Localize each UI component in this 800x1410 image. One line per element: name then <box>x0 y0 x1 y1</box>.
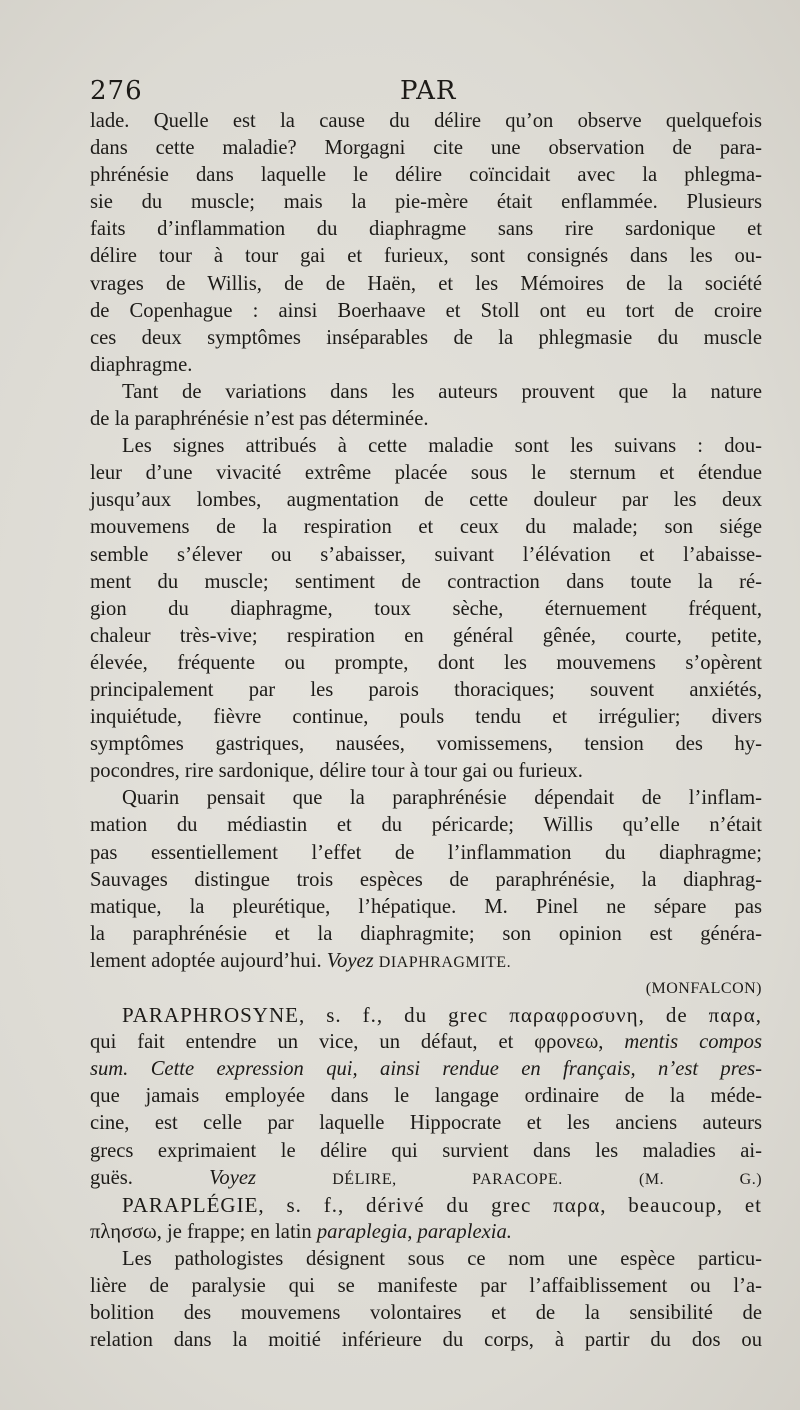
text-line: faits d’inflammation du diaphragme sans rire sardonique et <box>90 218 762 241</box>
text-line: que jamais employée dans le langage ordinaire de la méde- <box>90 1085 762 1108</box>
line-text: sum. Cette expression qui, ainsi rendue en français, n’est pres- <box>90 1058 762 1081</box>
text-line: symptômes gastriques, nausées, vomissemens, tension des hy- <box>90 733 762 756</box>
text-line: gion du diaphragme, toux sèche, éternuement fréquent, <box>90 597 762 620</box>
text-line: de la paraphrénésie n’est pas déterminée. <box>90 408 429 431</box>
text-line: phrénésie dans laquelle le délire coïncidait avec la phlegma- <box>90 164 762 187</box>
text-line: grecs exprimaient le délire qui survient dans les maladies ai- <box>90 1139 762 1162</box>
text-line: cine, est celle par laquelle Hippocrate et les anciens auteurs <box>90 1112 762 1135</box>
text-line: Sauvages distingue trois espèces de paraphrénésie, la diaphrag- <box>90 868 762 891</box>
text-line: inquiétude, fièvre continue, pouls tendu et irrégulier; divers <box>90 706 762 729</box>
text-line: lade. Quelle est la cause du délire qu’on observe quelquefois <box>90 110 762 132</box>
line-text: πλησσω, je frappe; en latin <box>90 1220 317 1243</box>
page-number: 276 <box>90 76 143 106</box>
text-line: vrages de Willis, de de Haën, et les Mémoires de la société <box>90 272 762 295</box>
cross-reference: DIAPHRAGMITE. <box>378 953 512 971</box>
text-line: mouvemens de la respiration et ceux du malade; son siége <box>90 516 762 539</box>
text-line: chaleur très-vive; respiration en général gênée, courte, petite, <box>90 624 762 647</box>
author-signature: (MONFALCON) <box>645 980 762 997</box>
text-line <box>90 1056 762 1083</box>
author-signature: (M. G.) <box>639 1170 763 1188</box>
text-line <box>90 1165 762 1192</box>
text-line <box>90 1219 762 1246</box>
text-line: délire tour à tour gai et furieux, sont consignés dans les ou- <box>90 245 762 268</box>
text-line: de Copenhague : ainsi Boerhaave et Stoll ont eu tort de croire <box>90 299 762 322</box>
latin-phrase: mentis compos <box>624 1031 762 1054</box>
text-line <box>90 1029 762 1056</box>
entry-heading-paraplegie: PARAPLÉGIE, s. f., dérivé du grec παρα, beaucoup, et <box>122 1192 762 1217</box>
text-line: relation dans la moitié inférieure du corps, à partir du dos ou <box>90 1329 762 1352</box>
text-line: leur d’une vivacité extrême placée sous le sternum et étendue <box>90 462 762 485</box>
text-line: Les pathologistes désignent sous ce nom une espèce particu- <box>122 1247 762 1270</box>
page-header <box>90 76 760 110</box>
text-line: sie du muscle; mais la pie-mère était enflammée. Plusieurs <box>90 191 762 214</box>
text-line: mation du médiastin et du péricarde; Willis qu’elle n’était <box>90 814 762 837</box>
entry-heading-paraphrosyne: PARAPHROSYNE, s. f., du grec παραφροσυνη, de παρα, <box>122 1003 762 1028</box>
line-text: qui fait entendre un vice, un défaut, et φρονεω, <box>90 1031 625 1054</box>
text-line: bolition des mouvemens volontaires et de la sensibilité de <box>90 1302 762 1325</box>
line-text: guës. <box>90 1166 210 1189</box>
text-line: lière de paralysie qui se manifeste par l’affaiblissement ou l’a- <box>90 1275 762 1298</box>
text-line: Quarin pensait que la paraphrénésie dépendait de l’inflam- <box>122 787 762 810</box>
voyez-label: Voyez <box>326 949 374 972</box>
text-line: la paraphrénésie et la diaphragmite; son opinion est généra- <box>90 922 762 945</box>
text-line: jusqu’aux lombes, augmentation de cette douleur par les deux <box>90 489 762 512</box>
text-line: Tant de variations dans les auteurs prouvent que la nature <box>122 380 762 403</box>
text-line: semble s’élever ou s’abaisser, suivant l’élévation et l’abaisse- <box>90 543 762 566</box>
text-line: élevée, fréquente ou prompte, dont les mouvemens s’opèrent <box>90 651 762 674</box>
text-line: principalement par les parois thoraciques; souvent anxiétés, <box>90 678 762 701</box>
cross-reference: DÉLIRE, PARACOPE. <box>332 1170 563 1188</box>
text-line: pas essentiellement l’effet de l’inflammation du diaphragme; <box>90 841 762 864</box>
text-line: Les signes attribués à cette maladie sont les suivans : dou- <box>122 435 762 458</box>
text-line: dans cette maladie? Morgagni cite une observation de para- <box>90 137 762 160</box>
text-line <box>90 948 762 975</box>
text-line: ment du muscle; sentiment de contraction dans toute la ré- <box>90 570 762 593</box>
body-text <box>90 108 762 1354</box>
voyez-label: Voyez <box>209 1166 257 1189</box>
line-text: lement adoptée aujourd’hui. <box>90 949 327 972</box>
text-line: pocondres, rire sardonique, délire tour à tour gai ou furieux. <box>90 760 583 783</box>
latin-terms: paraplegia, paraplexia. <box>316 1220 512 1243</box>
text-line: matique, la pleurétique, l’hépatique. M. Pinel ne sépare pas <box>90 895 762 918</box>
running-head: PAR <box>400 76 457 106</box>
text-line: diaphragme. <box>90 353 193 376</box>
text-line: ces deux symptômes inséparables de la phlegmasie du muscle <box>90 326 762 349</box>
